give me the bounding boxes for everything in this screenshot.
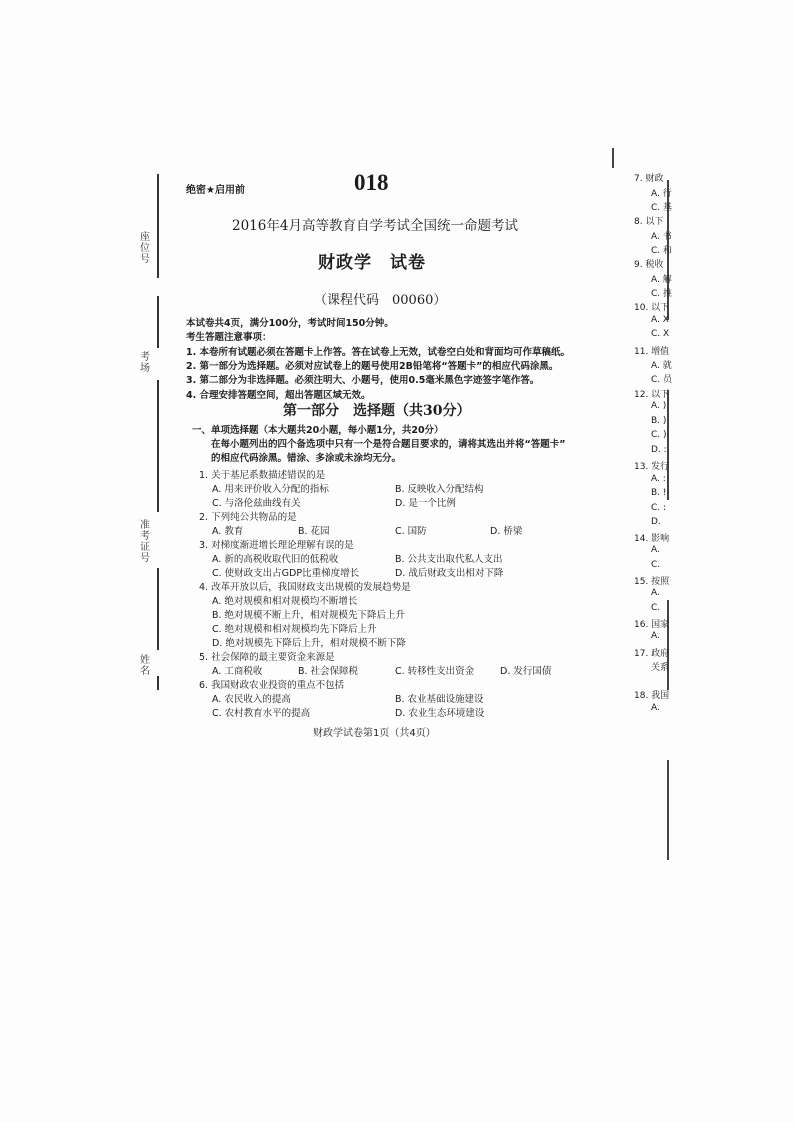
next-option: A. ) [651,401,667,411]
course-code: （课程代码 00060） [314,293,447,308]
section-instructions: 的相应代码涂黑。错涂、多涂或未涂均无分。 [211,453,402,464]
option-a: A. 教育 [212,526,244,537]
next-option: A. [651,631,660,641]
option-b: B. 社会保障税 [298,666,359,677]
notes-title: 考生答题注意事项： [186,332,272,343]
seat-number-label: 座位号 [140,232,150,265]
binding-line [157,676,159,690]
option-c: C. 国防 [395,526,427,537]
next-option: A. 行 [651,189,672,199]
next-option: A. 解 [651,275,672,285]
next-option: C. : [651,503,667,513]
next-option: C. 推 [651,289,673,299]
exam-title: 2016年4月高等教育自学考试全国统一命题考试 [232,218,518,234]
next-option: C. 和 [651,246,673,256]
next-question: 8. 以下 [634,217,664,227]
section-instructions: 在每小题列出的四个备选项中只有一个是符合题目要求的，请将其选出并将“答题卡” [211,439,566,450]
binding-line [157,296,159,348]
note-item: 1. 本卷所有试题必须在答题卡上作答。答在试卷上无效，试卷空白处和背面均可作草稿纸。 [186,347,571,358]
option-c: C. 农村教育水平的提高 [212,708,311,719]
name-label: 姓名 [140,655,150,677]
question-stem: 4. 改革开放以后，我国财政支出规模的发展趋势是 [199,582,411,593]
next-option: C. ) [651,430,667,440]
binding-line [157,380,159,512]
next-option: A. : [651,474,666,484]
next-question: 13. 发行 [634,462,670,472]
next-option: C. [651,603,661,613]
next-page-binding [667,600,669,690]
paper-title: 财政学 试卷 [318,253,426,273]
option-c: C. 使财政支出占GDP比重梯度增长 [212,568,360,579]
next-option: C. 员 [651,375,673,385]
note-item: 3. 第二部分为非选择题。必须注明大、小题号，使用0.5毫米黑色字迹签字笔作答。 [186,375,540,386]
option-a: A. 用来评价收入分配的指标 [212,484,329,495]
paper-summary: 本试卷共4页，满分100分，考试时间150分钟。 [186,318,394,329]
next-question: 14. 影响 [634,534,670,544]
confidential-mark: 绝密★启用前 [186,185,245,196]
next-question: 10. 以下 [634,303,670,313]
option-d: D. 绝对规模先下降后上升，相对规模不断下降 [212,638,406,649]
option-c: C. 转移性支出资金 [395,666,475,677]
option-b: B. 反映收入分配结构 [395,484,484,495]
next-option: A. [651,588,660,598]
section-heading: 一、单项选择题（本大题共20小题，每小题1分，共20分） [192,425,444,436]
next-question: 9. 税收 [634,260,664,270]
next-option: A. [651,545,660,555]
admission-number-label: 准考证号 [140,520,150,564]
binding-line [157,568,159,650]
page-footer: 财政学试卷第1页（共4页） [313,728,436,739]
option-a: A. 新的高税收取代旧的低税收 [212,554,339,565]
next-option: B. ) [651,416,667,426]
next-option: B. ! [651,488,667,498]
option-d: D. 战后财政支出相对下降 [395,568,504,579]
next-option: D. [651,517,661,527]
next-option: A. 就 [651,361,672,371]
option-c: C. 与洛伦兹曲线有关 [212,498,301,509]
next-page-binding [667,760,669,860]
option-b: B. 花园 [298,526,330,537]
option-d: D. 发行国债 [500,666,552,677]
next-question: 7. 财政 [634,174,664,184]
next-question: 16. 国家 [634,620,670,630]
next-option: A. 书 [651,232,672,242]
option-a: A. 工商税收 [212,666,263,677]
exam-room-label: 考场 [140,352,150,374]
next-page-binding [667,390,669,500]
question-stem: 3. 对梯度渐进增长理论理解有误的是 [199,540,354,551]
option-b: B. 公共支出取代私人支出 [395,554,503,565]
question-stem: 6. 我国财政农业投资的重点不包括 [199,680,345,691]
option-c: C. 绝对规模和相对规模均先下降后上升 [212,624,377,635]
next-question: 17. 政府 [634,649,670,659]
question-stem: 2. 下列纯公共物品的是 [199,512,297,523]
question-stem: 1. 关于基尼系数描述错误的是 [199,470,326,481]
option-d: D. 桥梁 [490,526,523,537]
option-b: B. 绝对规模不断上升，相对规模先下降后上升 [212,610,406,621]
next-option: 关系 [651,663,670,673]
note-item: 4. 合理安排答题空间，超出答题区域无效。 [186,390,371,401]
next-question: 11. 增值 [634,347,670,357]
option-d: D. 农业生态环境建设 [395,708,485,719]
binding-line [157,174,159,278]
next-option: D. : [651,445,667,455]
next-option: C. X [651,329,670,339]
next-question: 15. 按照 [634,577,670,587]
next-question: 18. 我国 [634,691,670,701]
option-b: B. 农业基础设施建设 [395,694,484,705]
next-page-edge [612,148,614,168]
next-option: A. [651,703,660,713]
next-option: A. X [651,315,669,325]
next-option: C. 基 [651,203,673,213]
next-option: C. [651,560,661,570]
part-one-title: 第一部分 选择题（共30分） [283,403,471,419]
option-a: A. 绝对规模和相对规模均不断增长 [212,596,358,607]
question-stem: 5. 社会保障的最主要资金来源是 [199,652,335,663]
option-d: D. 是一个比例 [395,498,456,509]
next-question: 12. 以下 [634,390,670,400]
note-item: 2. 第一部分为选择题。必须对应试卷上的题号使用2B铅笔将“答题卡”的相应代码涂黑。 [186,361,559,372]
paper-code: 018 [354,170,389,195]
option-a: A. 农民收入的提高 [212,694,291,705]
